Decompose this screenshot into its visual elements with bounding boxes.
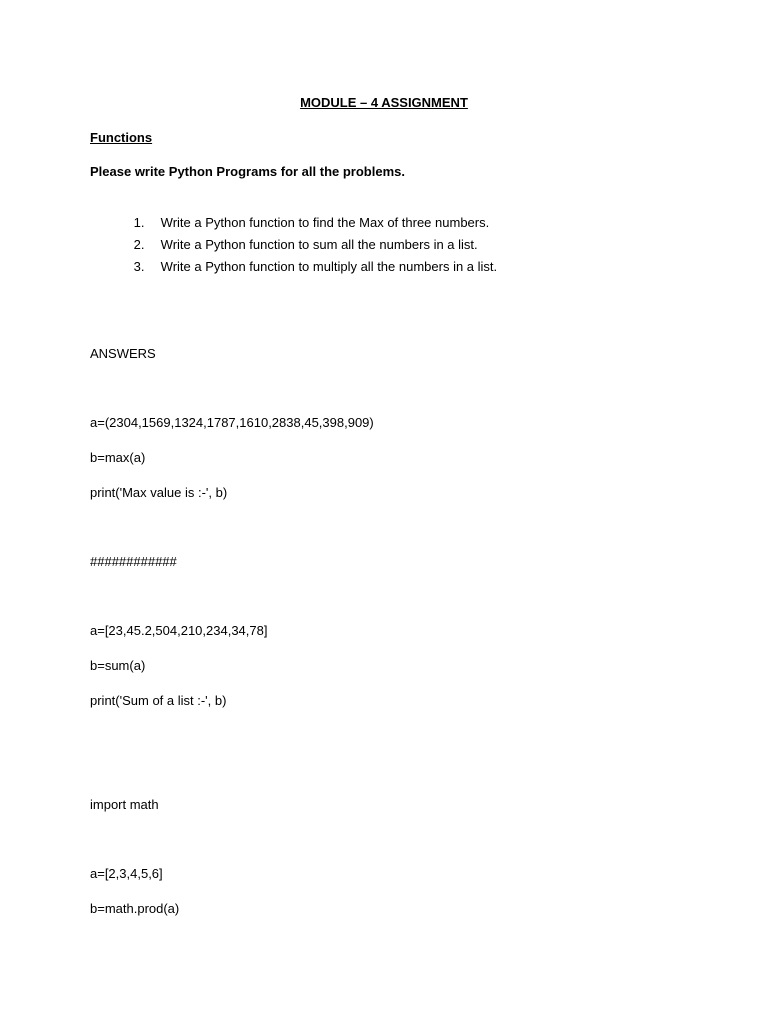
list-item-text: Write a Python function to sum all the numbers in a list. [160, 237, 478, 252]
answers-heading: ANSWERS [90, 346, 156, 361]
list-item-number: 1. [133, 215, 145, 230]
code-line: print('Sum of a list :-', b) [90, 693, 227, 708]
code-line: a=[23,45.2,504,210,234,34,78] [90, 623, 268, 638]
document-title: MODULE – 4 ASSIGNMENT [300, 95, 468, 110]
section-heading: Functions [90, 130, 153, 145]
code-line: import math [90, 797, 159, 812]
code-line: b=sum(a) [90, 658, 146, 673]
list-item-number: 3. [133, 259, 145, 274]
code-line: b=math.prod(a) [90, 901, 180, 916]
code-line: a=[2,3,4,5,6] [90, 866, 163, 881]
code-line: a=(2304,1569,1324,1787,1610,2838,45,398,909) [90, 415, 374, 430]
code-line: print('Max value is :-', b) [90, 485, 228, 500]
instruction-text: Please write Python Programs for all the problems. [90, 164, 405, 179]
list-item-text: Write a Python function to find the Max of three numbers. [160, 215, 490, 230]
code-line: b=max(a) [90, 450, 146, 465]
list-item-number: 2. [133, 237, 145, 252]
list-item [112, 243, 497, 291]
list-item-text: Write a Python function to multiply all the numbers in a list. [160, 259, 498, 274]
separator-line: ############ [90, 554, 177, 569]
